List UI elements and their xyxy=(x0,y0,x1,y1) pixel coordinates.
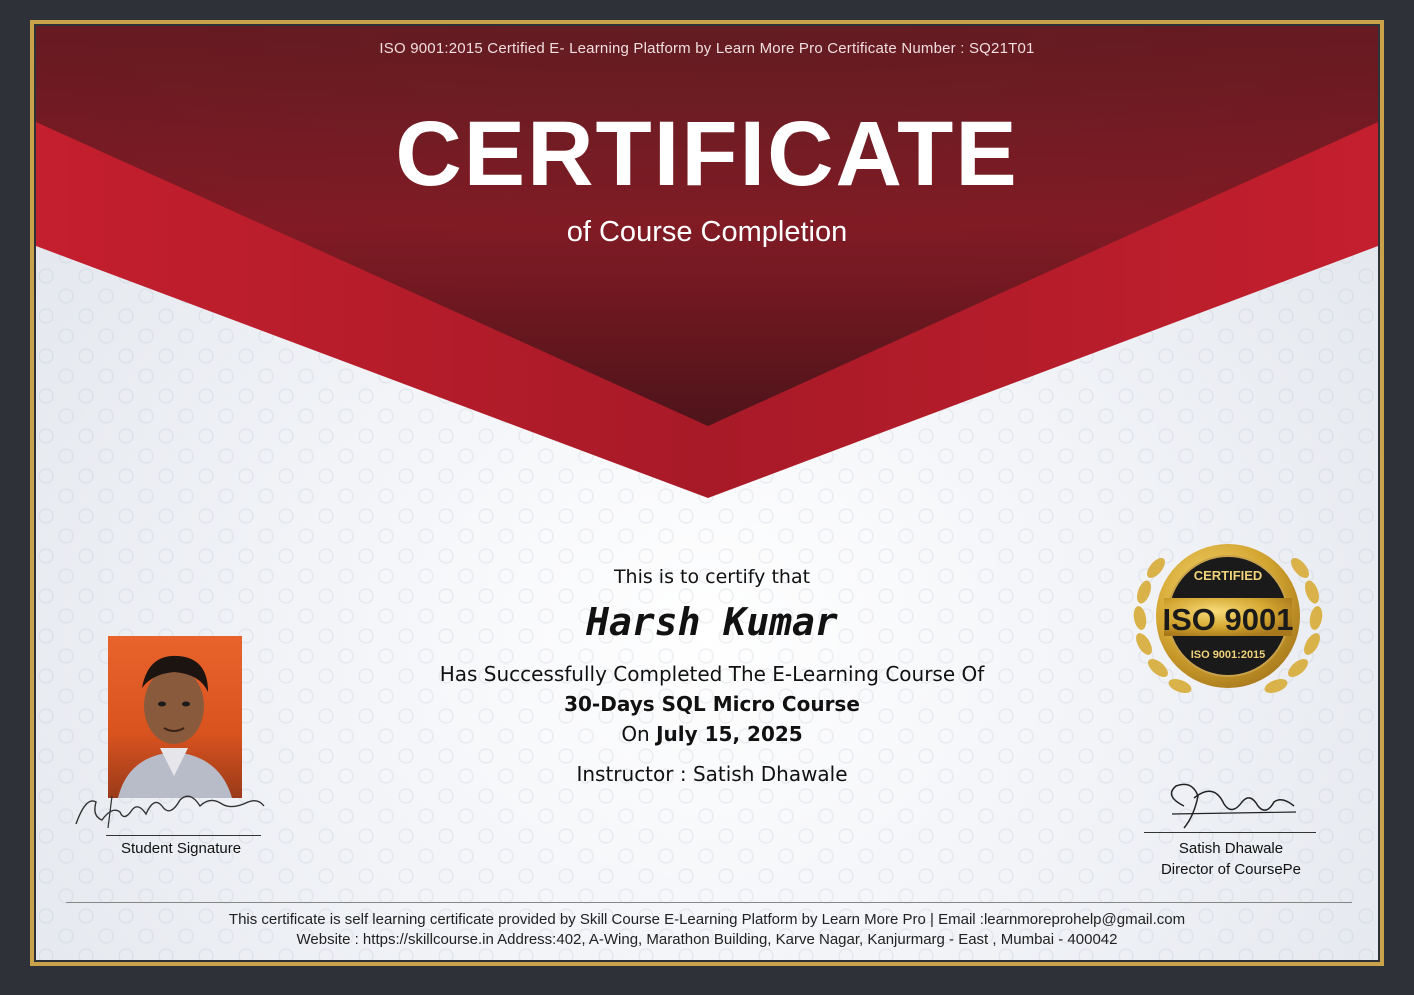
student-signature-label: Student Signature xyxy=(120,840,242,857)
iso-9001-seal xyxy=(1118,518,1338,718)
instructor-line: Instructor : Satish Dhawale xyxy=(576,762,848,786)
certificate-title: CERTIFICATE xyxy=(395,103,1019,205)
date-value: July 15, 2025 xyxy=(656,722,803,746)
director-signature xyxy=(1154,776,1304,838)
course-name: 30-Days SQL Micro Course xyxy=(564,692,860,716)
certify-line: This is to certify that xyxy=(613,566,811,588)
director-role: Director of CoursePe xyxy=(1160,861,1302,878)
footer xyxy=(36,910,1378,950)
seal-bottom-text: ISO 9001:2015 xyxy=(1190,649,1266,661)
student-signature xyxy=(72,766,272,836)
certificate-paper xyxy=(36,26,1378,960)
date-prefix: On xyxy=(621,722,650,746)
student-signature-line xyxy=(106,835,261,836)
seal-main-text: ISO 9001 xyxy=(1162,602,1294,637)
footer-line-1: This certificate is self learning certificate provided by Skill Course E-Learning Platform by Learn More Pro | Email :learnmoreprohelp@gmail.com xyxy=(228,911,1186,928)
recipient-name: Harsh Kumar xyxy=(586,600,838,644)
director-block xyxy=(1136,838,1326,880)
red-banner xyxy=(36,26,1378,526)
certificate-subtitle: of Course Completion xyxy=(566,216,848,248)
seal-top-text: CERTIFIED xyxy=(1193,568,1263,583)
director-signature-line xyxy=(1144,832,1316,833)
director-name: Satish Dhawale xyxy=(1178,840,1284,857)
footer-line-2: Website : https://skillcourse.in Address:402, A-Wing, Marathon Building, Karve Nagar, Kanjurmarg - East , Mumbai - 400042 xyxy=(296,931,1118,948)
iso-certification-line: ISO 9001:2015 Certified E- Learning Platform by Learn More Pro Certificate Number : SQ21T01 xyxy=(379,40,1035,57)
completed-line: Has Successfully Completed The E-Learning Course Of xyxy=(439,662,985,686)
footer-divider xyxy=(66,902,1352,903)
